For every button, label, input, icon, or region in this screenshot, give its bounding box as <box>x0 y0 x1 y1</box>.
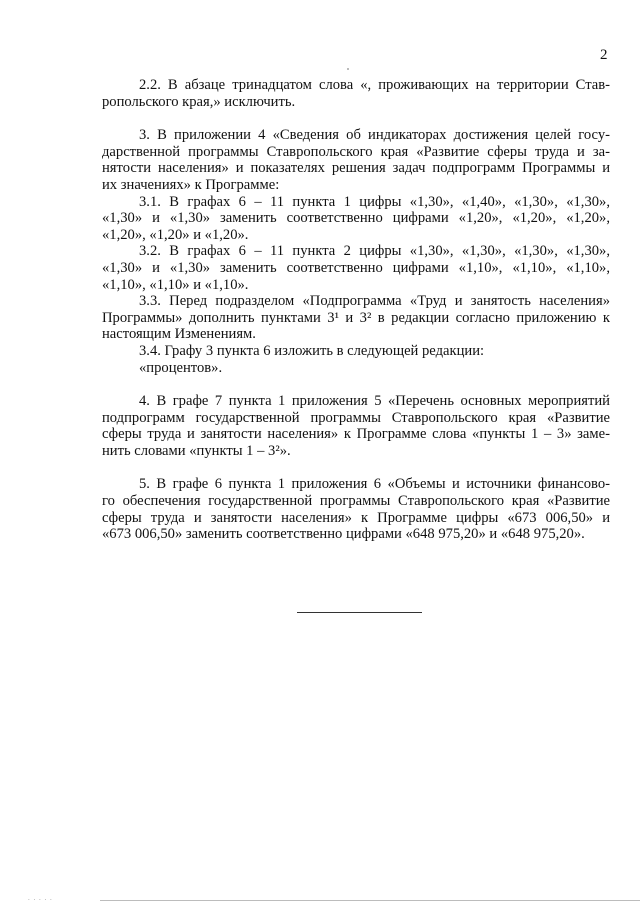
paragraph-3-2 <box>102 243 610 293</box>
text-line: «1,30» и «1,30» заменить соответственно цифрами «1,20», «1,20», «1,20», <box>102 210 610 227</box>
footer-rule <box>100 900 640 901</box>
text-line: «процентов». <box>139 359 223 376</box>
text-line: 3.2. В графах 6 – 11 пункта 2 цифры «1,30», «1,30», «1,30», «1,30», <box>139 243 610 260</box>
text-line: 2.2. В абзаце тринадцатом слова «, проживающих на территории Став- <box>139 77 610 93</box>
text-line: нить словами «пункты 1 – 3²». <box>102 442 291 459</box>
paragraph-3-4 <box>102 343 610 376</box>
paragraph-3-3 <box>102 293 610 343</box>
text-line: 3.1. В графах 6 – 11 пункта 1 цифры «1,30», «1,40», «1,30», «1,30», <box>139 193 610 210</box>
text-line: подпрограмм государственной программы Ставропольского края «Развитие <box>102 409 610 426</box>
scan-speck <box>347 68 349 70</box>
scan-footer-marks: . . . . . <box>28 894 53 902</box>
text-line: сферы труда и занятости населения» к Программе слова «пункты 1 – 3» заме- <box>102 426 610 443</box>
text-line: «673 006,50» заменить соответственно цифрами «648 975,20» и «648 975,20». <box>102 526 585 543</box>
text-line: настоящим Изменениям. <box>102 326 256 343</box>
separator-line <box>297 612 422 613</box>
document-body <box>102 77 610 543</box>
text-line: 3. В приложении 4 «Сведения об индикаторах достижения целей госу- <box>139 127 610 144</box>
text-line: го обеспечения государственной программы Ставропольского края «Развитие <box>102 493 610 510</box>
text-line: их значениях» к Программе: <box>102 176 280 193</box>
page-number: 2 <box>600 47 608 63</box>
paragraph-4 <box>102 393 610 459</box>
paragraph-5 <box>102 476 610 542</box>
text-line: дарственной программы Ставропольского края «Развитие сферы труда и за- <box>102 143 610 160</box>
text-line: «1,20», «1,20» и «1,20». <box>102 226 249 243</box>
text-line: «1,10», «1,10» и «1,10». <box>102 276 249 293</box>
paragraph-gap <box>102 110 610 127</box>
text-line: 4. В графе 7 пункта 1 приложения 5 «Перечень основных мероприятий <box>139 393 610 410</box>
text-line: 5. В графе 6 пункта 1 приложения 6 «Объемы и источники финансово- <box>139 476 610 493</box>
paragraph-3 <box>102 127 610 193</box>
text-line: 3.3. Перед подразделом «Подпрограмма «Труд и занятость населения» <box>139 293 610 310</box>
paragraph-gap <box>102 376 610 393</box>
paragraph-gap <box>102 459 610 476</box>
paragraph-3-1 <box>102 194 610 244</box>
text-line: ропольского края,» исключить. <box>102 93 296 110</box>
text-line: «1,30» и «1,30» заменить соответственно цифрами «1,10», «1,10», «1,10», <box>102 259 610 276</box>
text-line: сферы труда и занятости населения» к Программе цифры «673 006,50» и <box>102 509 610 526</box>
text-line: 3.4. Графу 3 пункта 6 изложить в следующей редакции: <box>139 342 485 359</box>
paragraph-2-2 <box>102 77 610 110</box>
text-line: нятости населения» и показателях решения задач подпрограмм Программы и <box>102 160 610 177</box>
text-line: Программы» дополнить пунктами 3¹ и 3² в редакции согласно приложению к <box>102 309 610 326</box>
